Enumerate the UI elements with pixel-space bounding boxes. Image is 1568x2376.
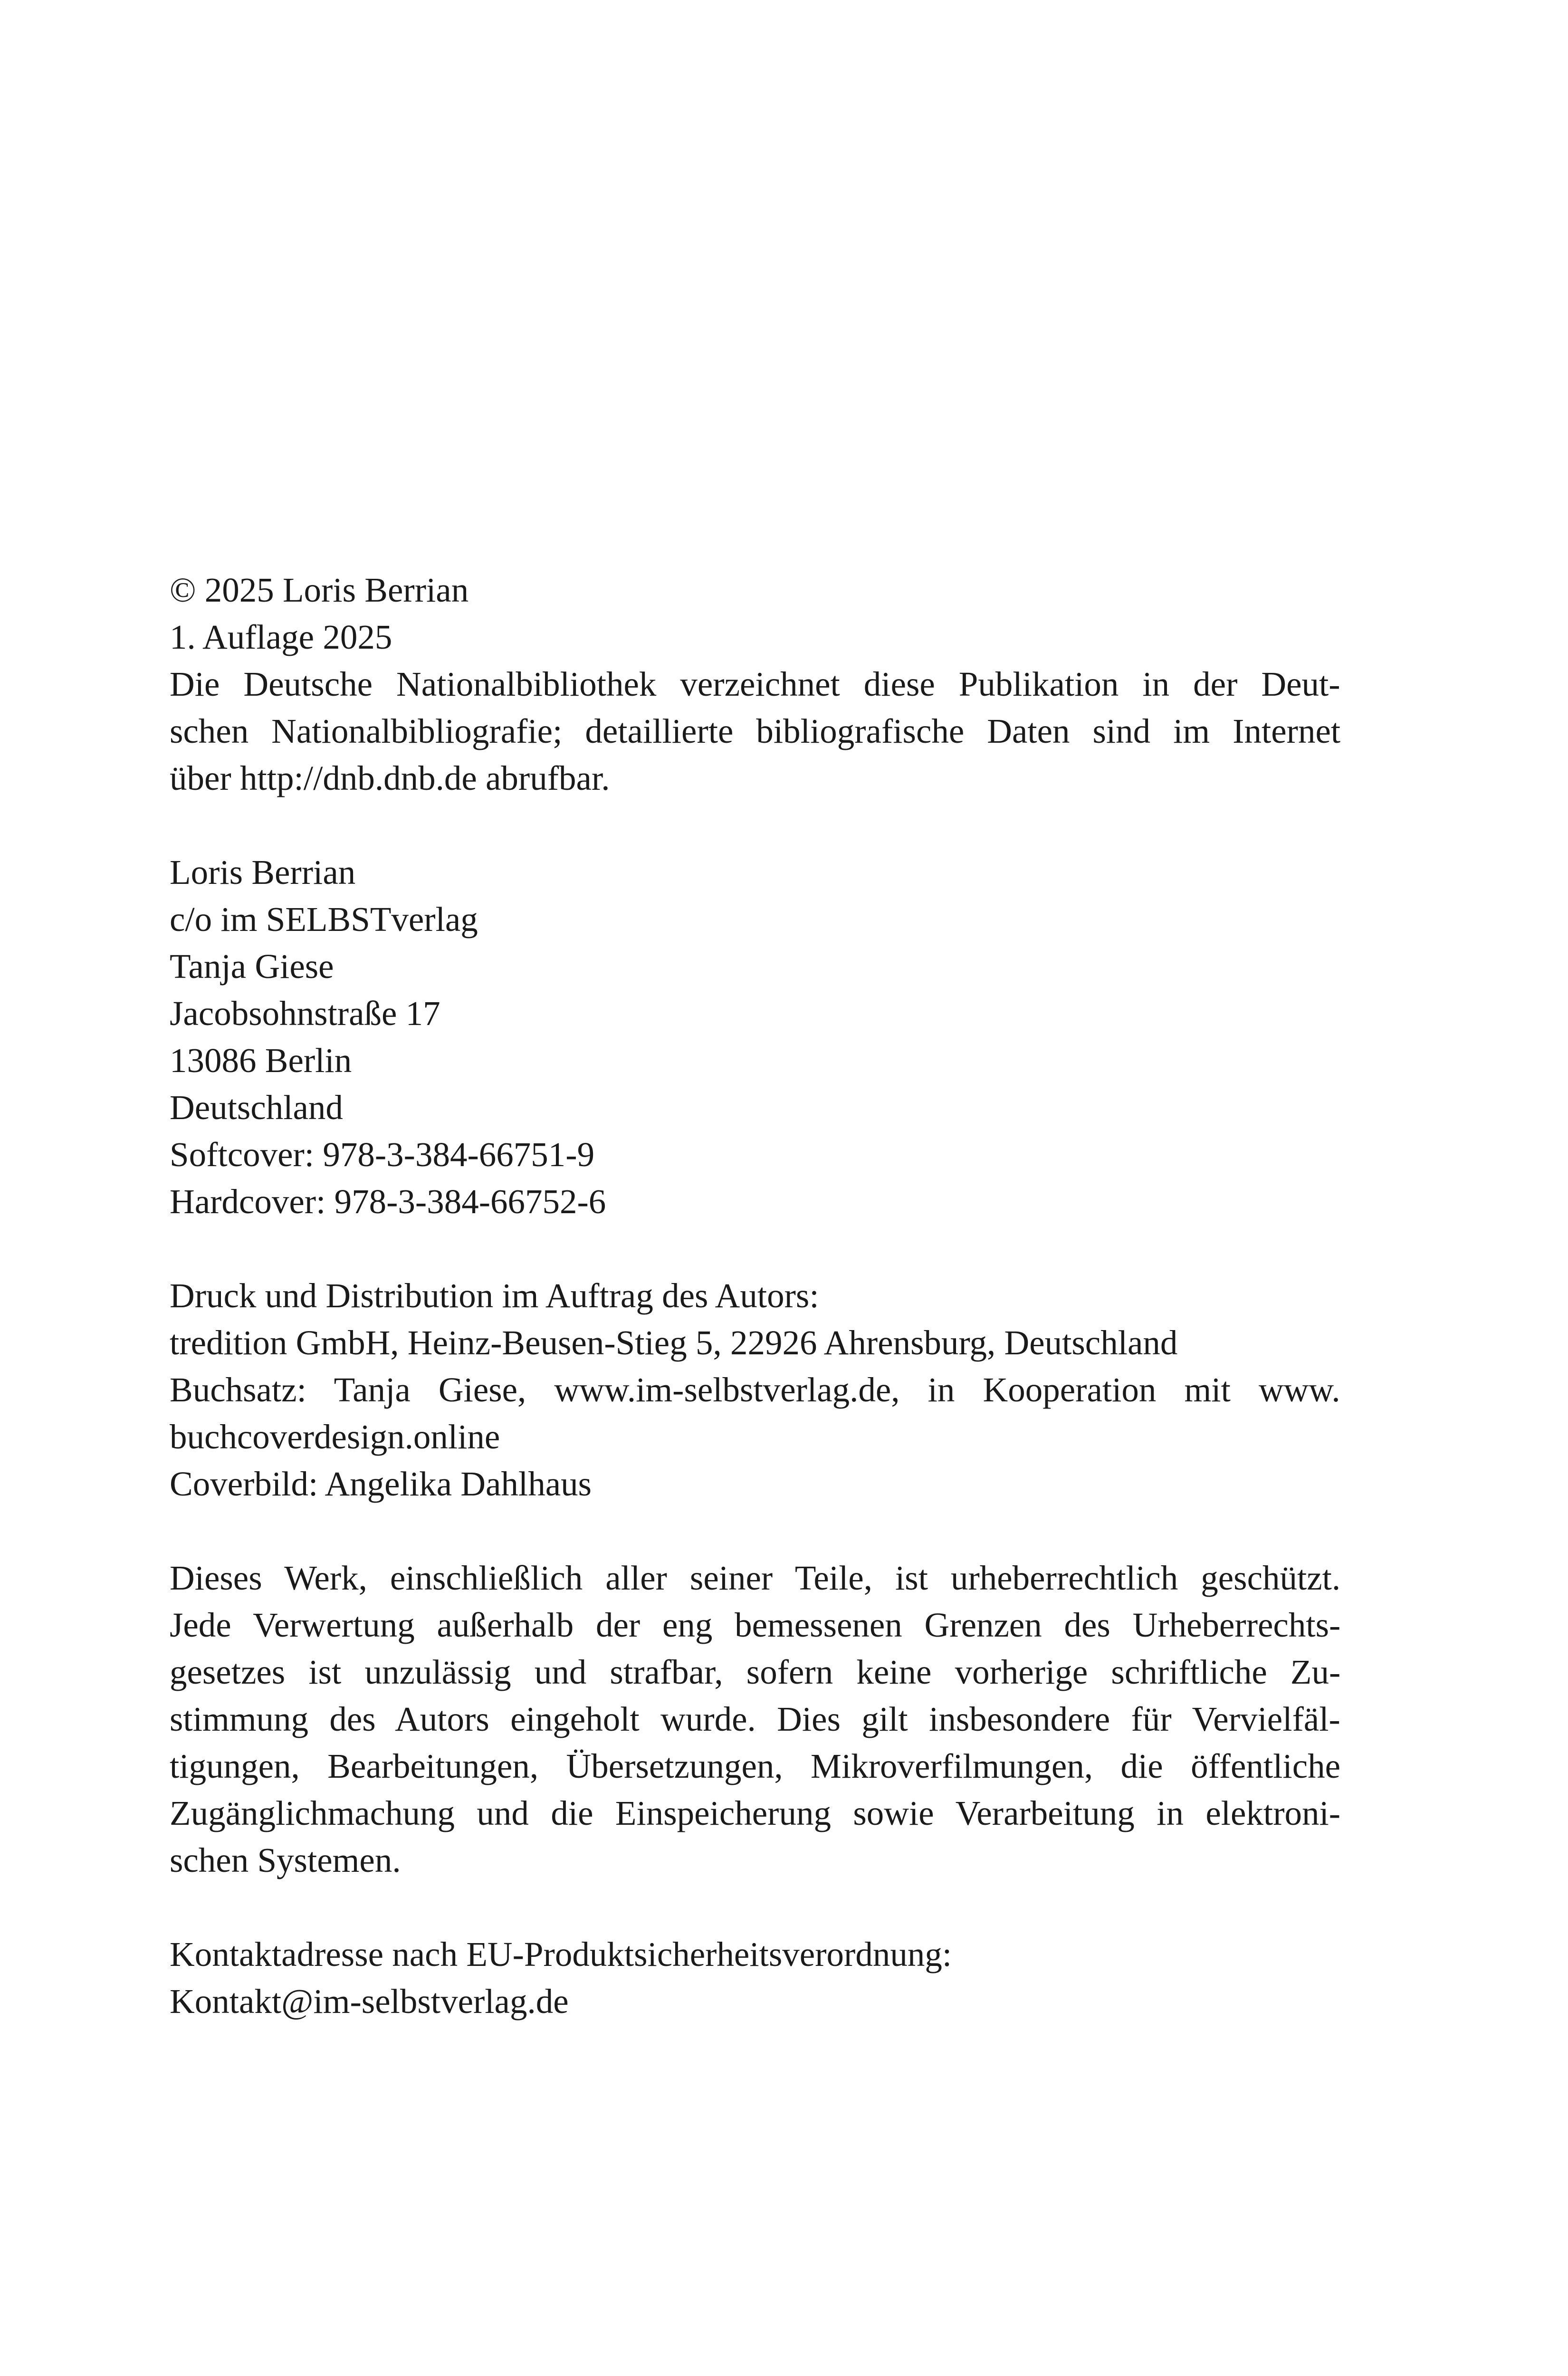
address-line: 13086 Berlin [170,1041,352,1080]
rights-line: Jede Verwertung außerhalb der eng bemessenen Grenzen des Urheberrechts- [170,1606,1341,1644]
edition-line: 1. Auflage 2025 [170,618,392,656]
contact-block [170,1931,1340,2025]
isbn-hardcover: Hardcover: 978-3-384-66752-6 [170,1182,606,1221]
contact-label: Kontaktadresse nach EU-Produktsicherheitsverordnung: [170,1935,952,1974]
address-line: Tanja Giese [170,947,334,986]
address-line: Loris Berrian [170,853,356,891]
copyright-block [170,566,1340,802]
rights-line: schen Systemen. [170,1841,401,1879]
dnb-line: schen Nationalbibliografie; detaillierte bibliografische Daten sind im Internet [170,712,1341,750]
production-line: Druck und Distribution im Auftrag des Autors: [170,1276,819,1315]
dnb-line: Die Deutsche Nationalbibliothek verzeichnet diese Publikation in der Deut- [170,665,1340,703]
rights-block [170,1554,1340,1884]
isbn-softcover: Softcover: 978-3-384-66751-9 [170,1135,595,1174]
production-line: Buchsatz: Tanja Giese, www.im-selbstverlag.de, in Kooperation mit www. [170,1370,1340,1409]
production-line: tredition GmbH, Heinz-Beusen-Stieg 5, 22926 Ahrensburg, Deutschland [170,1323,1178,1362]
paragraph-gap [170,1225,1340,1272]
production-line: Coverbild: Angelika Dahlhaus [170,1465,592,1503]
rights-line: stimmung des Autors eingeholt wurde. Dies gilt insbesondere für Vervielfäl- [170,1700,1340,1738]
address-line: Deutschland [170,1088,343,1127]
address-line: c/o im SELBSTverlag [170,900,478,939]
rights-line: tigungen, Bearbeitungen, Übersetzungen, Mikroverfilmungen, die öffentliche [170,1747,1340,1785]
paragraph-gap [170,802,1340,849]
copyright-line: © 2025 Loris Berrian [170,571,469,609]
address-block [170,849,1340,1225]
address-line: Jacobsohnstraße 17 [170,994,440,1033]
imprint-content [170,566,1340,2025]
rights-line: Zugänglichmachung und die Einspeicherung sowie Verarbeitung in elektroni- [170,1794,1341,1832]
production-line: buchcoverdesign.online [170,1418,500,1456]
rights-line: gesetzes ist unzulässig und strafbar, sofern keine vorherige schriftliche Zu- [170,1653,1341,1691]
paragraph-gap [170,1507,1340,1554]
production-block [170,1272,1340,1507]
rights-line: Dieses Werk, einschließlich aller seiner Teile, ist urheberrechtlich geschützt. [170,1559,1341,1597]
dnb-line: über http://dnb.dnb.de abrufbar. [170,759,610,797]
paragraph-gap [170,1884,1340,1931]
contact-email: Kontakt@im-selbstverlag.de [170,1982,569,2021]
